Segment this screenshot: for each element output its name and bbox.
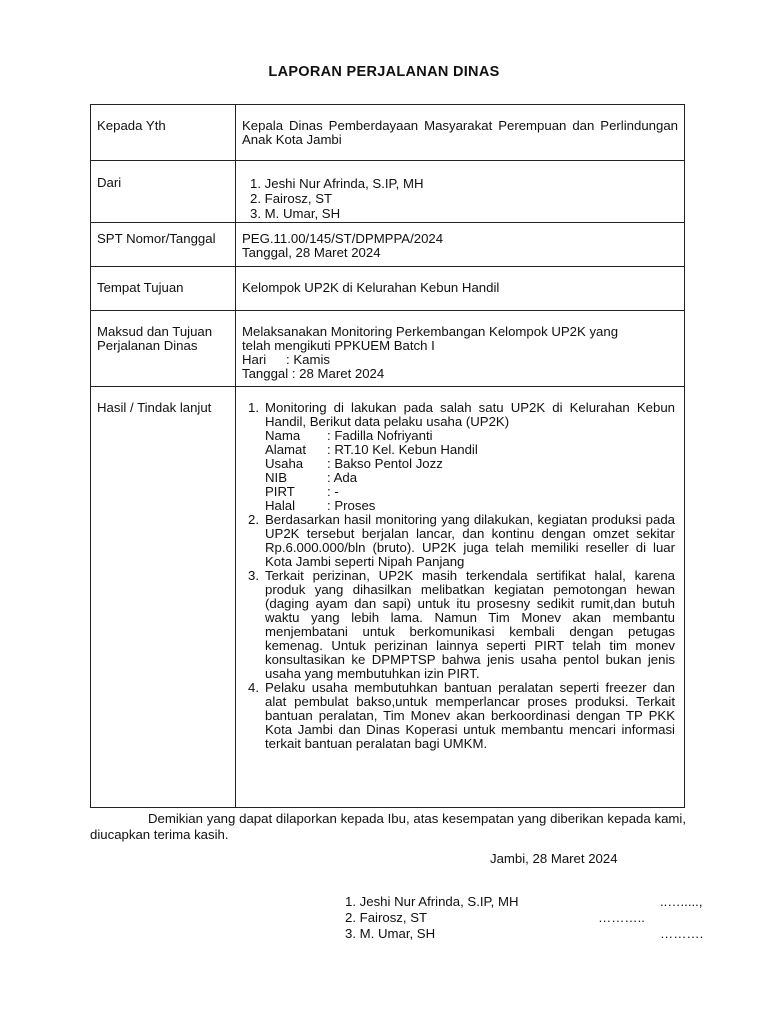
field-key: NIB xyxy=(265,470,287,485)
signature-line xyxy=(345,910,715,926)
row-spt xyxy=(91,223,685,267)
field-key: Nama xyxy=(265,428,301,443)
signature-dots: ……….. xyxy=(598,910,645,925)
label-hasil: Hasil / Tindak lanjut xyxy=(91,387,236,808)
value-dari xyxy=(236,161,685,223)
field-value: : Proses xyxy=(327,498,376,513)
field-row xyxy=(265,471,675,485)
place-date: Jambi, 28 Maret 2024 xyxy=(490,851,618,866)
row-hasil xyxy=(91,387,685,808)
field-value: : Ada xyxy=(327,470,358,485)
field-key: Halal xyxy=(265,498,296,513)
maksud-line: telah mengikuti PPKUEM Batch I xyxy=(242,338,435,353)
signature-block xyxy=(345,894,715,942)
field-value: : RT.10 Kel. Kebun Handil xyxy=(327,442,478,457)
closing-paragraph: Demikian yang dapat dilaporkan kepada Ibu, atas kesempatan yang diberikan kepada kami, diucapkan terima kasih. xyxy=(90,811,686,842)
hasil-item xyxy=(240,681,675,751)
row-tempat xyxy=(91,267,685,311)
field-row xyxy=(265,499,675,513)
hari-key: Hari xyxy=(242,352,267,367)
item-text: Terkait perizinan, UP2K masih terkendala sertifikat halal, karena produk yang dihasilkan melibatkan kegiatan pemotongan hewan (daging ayam dan sapi) untuk itu prosesny sedikit rumit,dan butuh waktu yang lebih lama. Namun Tim Monev akan membantu menjembatani untuk berkomunikasi kembali dengan petugas kemenag. Untuk perizinan lainnya seperti PIRT telah tim monev konsultasikan ke DPMPTSP bahwa jenis usaha pentol bukan jenis usaha yang membutuhkan izin PIRT. xyxy=(265,568,675,681)
row-dari xyxy=(91,161,685,223)
hasil-item xyxy=(240,569,675,681)
field-value: : Bakso Pentol Jozz xyxy=(327,456,443,471)
field-key: Alamat xyxy=(265,442,307,457)
field-key: Usaha xyxy=(265,456,304,471)
value-spt xyxy=(236,223,685,267)
label-maksud-line: Maksud dan Tujuan xyxy=(97,324,213,339)
field-key: PIRT xyxy=(265,484,295,499)
signature-dots: ………. xyxy=(660,926,704,941)
spt-number: PEG.11.00/145/ST/DPMPPA/2024 xyxy=(242,231,444,246)
label-kepada: Kepada Yth xyxy=(91,105,236,161)
document-title: LAPORAN PERJALANAN DINAS xyxy=(268,64,500,80)
field-row xyxy=(265,429,675,443)
field-row xyxy=(265,485,675,499)
item-number: 4. xyxy=(248,680,259,695)
value-hasil xyxy=(236,387,685,808)
signer-name: 1. Jeshi Nur Afrinda, S.IP, MH xyxy=(345,894,519,909)
field-row xyxy=(265,457,675,471)
hari-value: : Kamis xyxy=(286,352,330,367)
row-maksud xyxy=(91,311,685,387)
signature-line xyxy=(345,926,715,942)
dari-item: 2. Fairosz, ST xyxy=(250,191,333,206)
field-value: : Fadilla Nofriyanti xyxy=(327,428,433,443)
dari-item: 1. Jeshi Nur Afrinda, S.IP, MH xyxy=(250,176,424,191)
label-maksud-line: Perjalanan Dinas xyxy=(97,338,198,353)
maksud-tanggal: Tanggal : 28 Maret 2024 xyxy=(242,366,385,381)
item-number: 3. xyxy=(248,568,259,583)
spt-date: Tanggal, 28 Maret 2024 xyxy=(242,245,381,260)
value-tempat: Kelompok UP2K di Kelurahan Kebun Handil xyxy=(236,267,685,311)
field-value: : - xyxy=(327,484,339,499)
hasil-item xyxy=(240,401,675,513)
label-spt: SPT Nomor/Tanggal xyxy=(91,223,236,267)
signature-dots: ..…....., xyxy=(660,894,703,909)
signer-name: 2. Fairosz, ST xyxy=(345,910,428,925)
item-text: Monitoring di lakukan pada salah satu UP2K di Kelurahan Kebun Handil, Berikut data pelaku usaha (UP2K) xyxy=(265,400,675,429)
business-fields xyxy=(265,429,675,513)
item-text: Berdasarkan hasil monitoring yang dilakukan, kegiatan produksi pada UP2K tersebut berjalan lancar, dan kontinu dengan omzet sekitar Rp.6.000.000/bln (bruto). UP2K juga telah memiliki reseller di luar Kota Jambi seperti Nipah Panjang xyxy=(265,512,675,569)
item-number: 2. xyxy=(248,512,259,527)
label-tempat: Tempat Tujuan xyxy=(91,267,236,311)
maksud-hari xyxy=(242,353,678,367)
signer-name: 3. M. Umar, SH xyxy=(345,926,436,941)
label-dari: Dari xyxy=(91,161,236,223)
dari-item: 3. M. Umar, SH xyxy=(250,206,341,221)
item-text: Pelaku usaha membutuhkan bantuan peralatan seperti freezer dan alat pembulat bakso,untuk memperlancar proses produksi. Terkait bantuan peralatan, Tim Monev akan berkoordinasi dengan TP PKK Kota Jambi dan Dinas Koperasi untuk membantu mencari informasi terkait bantuan peralatan bagi UMKM. xyxy=(265,680,675,751)
maksud-line: Melaksanakan Monitoring Perkembangan Kelompok UP2K yang xyxy=(242,324,619,339)
hasil-item xyxy=(240,513,675,569)
field-row xyxy=(265,443,675,457)
report-table xyxy=(90,104,685,808)
label-maksud xyxy=(91,311,236,387)
row-kepada xyxy=(91,105,685,161)
item-number: 1. xyxy=(248,400,259,415)
value-maksud xyxy=(236,311,685,387)
value-kepada: Kepala Dinas Pemberdayaan Masyarakat Perempuan dan Perlindungan Anak Kota Jambi xyxy=(236,105,685,161)
signature-line xyxy=(345,894,715,910)
